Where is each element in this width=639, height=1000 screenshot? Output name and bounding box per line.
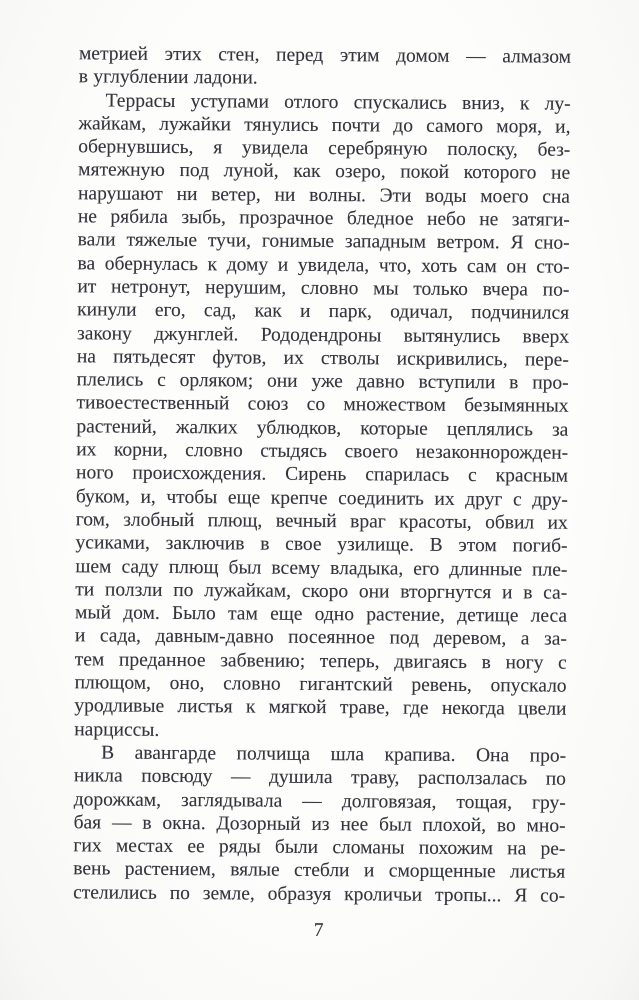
paragraph [73,741,566,908]
text-line: уродливые листья к мягкой траве, где некогда цвели [74,695,567,721]
text-line: ти ползли по лужайкам, скоро они вторгнутся и в са- [75,579,568,604]
text-line: плющом, оно, словно гигантский ревень, опускало [74,672,567,697]
text-line: и сада, давным-давно посеянное под деревом, а за- [74,625,567,651]
text-line: шем саду плющ был всему владыка, его длинные пле- [75,555,568,581]
text-line: мятежную под луной, как озеро, покой которого не [78,159,571,185]
text-line: нарушают ни ветер, ни волны. Эти воды моего сна [77,183,571,208]
text-line: их корни, словно стыдясь своего незаконнорожден- [76,439,569,464]
text-line: в углублении ладони. [78,66,258,89]
text-line: бая — в окна. Дозорный из нее был плохой, во мно- [73,812,566,837]
text-line: ва обернулась к дому и увидела, что, хоть сам он сто- [77,252,570,278]
text-line: усиками, заключив в свое узилище. В этом погиб- [75,532,568,557]
paragraph [79,42,571,92]
text-line: никла повсюду — душила траву, расползалась по [73,765,567,790]
text-line: тивоестественный союз со множеством безымянных [76,392,569,418]
text-line: ит нетронут, нерушим, словно мы только вчера по- [77,276,570,301]
text-line: дорожкам, заглядывала — долговязая, тощая, гру- [73,788,566,814]
text-line: стелились по земле, образуя кроличьи тропы... Я со- [73,881,566,907]
text-line: ного происхождения. Сирень спарилась с красным [75,462,569,488]
text-line: закону джунглей. Рододендроны вытянулись вверх [76,322,570,348]
text-line: тем преданное забвению; теперь, двигаясь в ногу с [74,648,567,674]
text-line: не рябила зыбь, прозрачное бледное небо не затяги- [77,206,570,231]
text-line: Террасы уступами отлого спускались вниз, к лу- [105,90,571,115]
text-line: В авангарде полчища шла крапива. Она про- [101,742,567,767]
text-line: плелись с орляком; они уже давно вступили в про- [76,369,569,394]
text-line: кинули его, сад, как и парк, одичал, подчинился [77,299,570,324]
text-line: на пятьдесят футов, их стволы искривились, пере- [76,346,569,371]
text-line: гих местах ее ряды были сломаны похожим на ре- [73,835,566,860]
text-line: мый дом. Было там еще одно растение, детище леса [75,602,568,627]
text-line: буком, и, чтобы еще крепче соединить их друг с дру- [75,485,568,511]
text-line: растений, жалких ублюдков, которые цеплялись за [76,416,569,441]
text-line: обернувшись, я увидела серебряную полоску, без- [78,136,571,161]
text-line: гом, злобный плющ, вечный враг красоты, обвил их [75,509,568,534]
text-line: жайкам, лужайки тянулись почти до самого моря, и, [78,113,571,138]
paragraph [74,89,571,745]
text-line: нарциссы. [74,718,160,741]
page-number: 7 [313,919,325,942]
page-text-block [73,42,571,944]
text-line: метрией этих стен, перед этим домом — алмазом [78,43,572,68]
paragraphs-container [73,42,571,907]
text-line: вали тяжелые тучи, гонимые западным ветром. Я сно- [77,229,570,255]
text-line: вень растением, вялые стебли и сморщенные листья [73,858,566,884]
